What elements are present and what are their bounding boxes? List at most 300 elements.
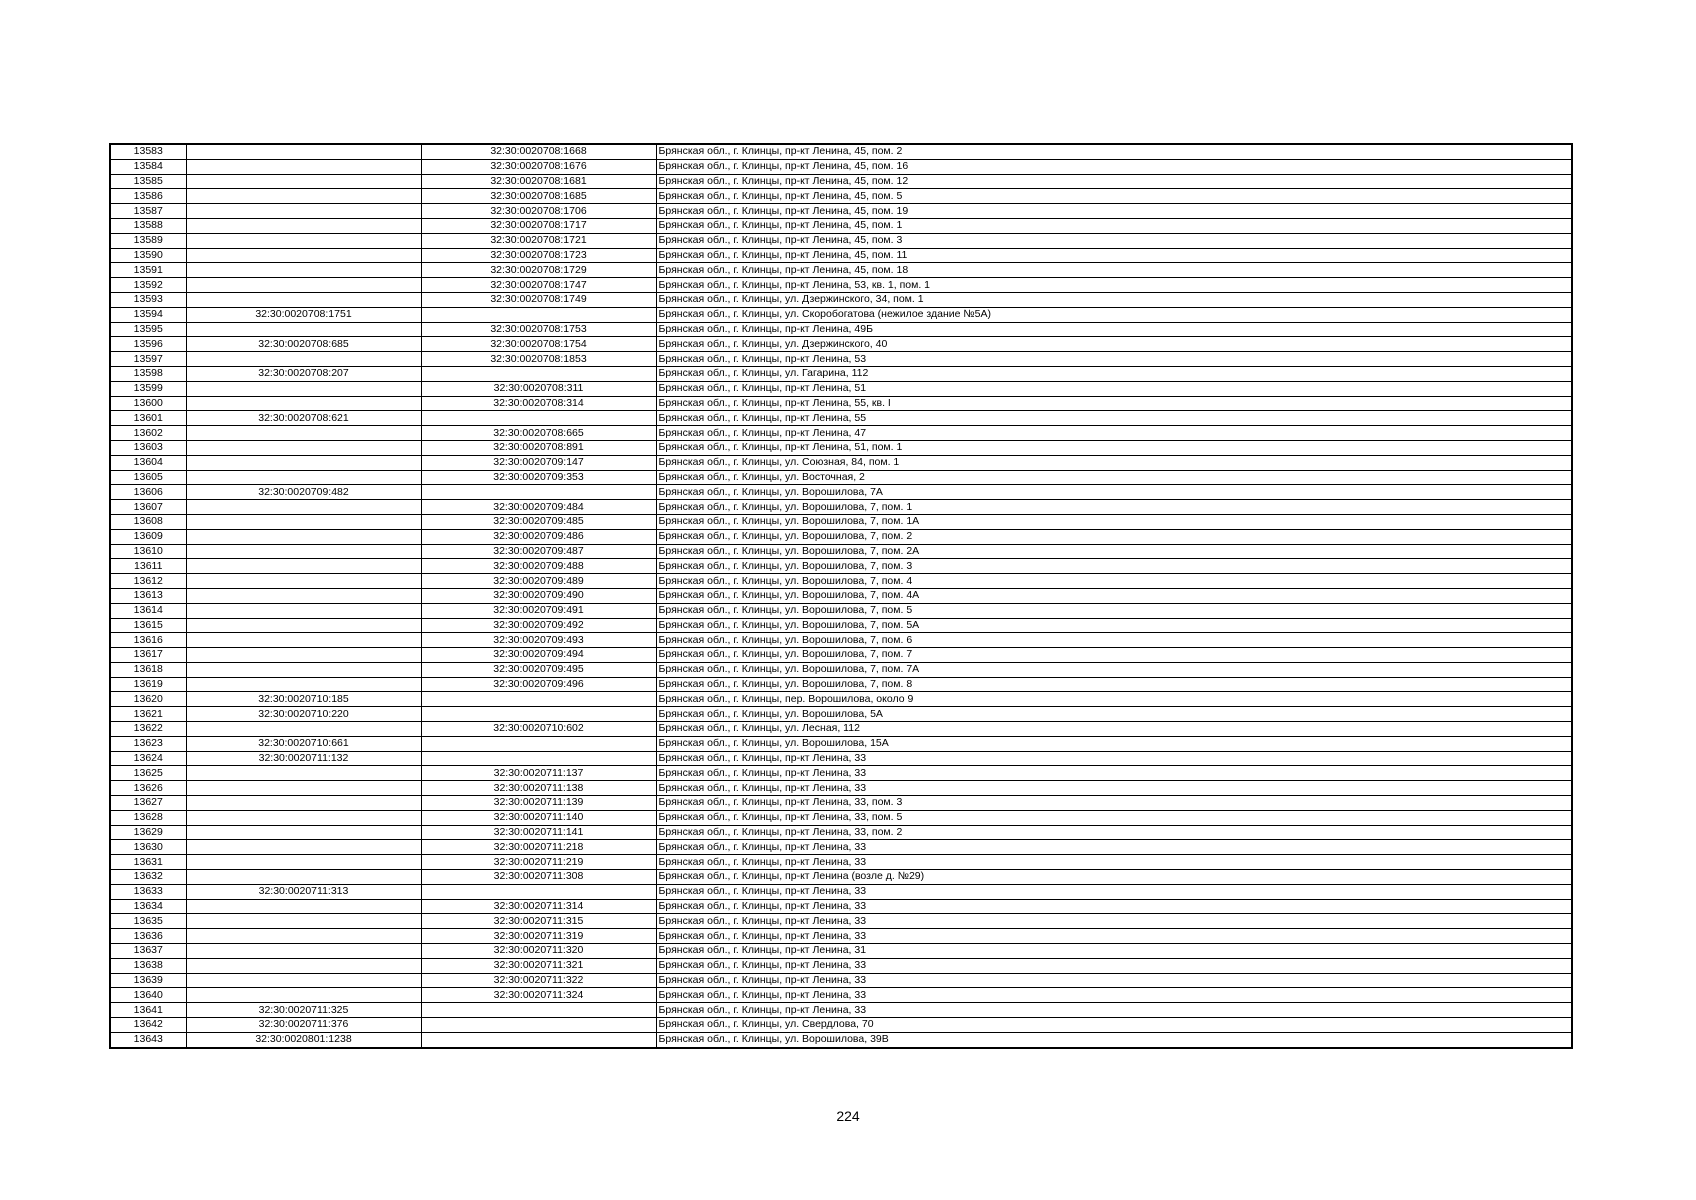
cadastral-number-cell <box>186 988 421 1003</box>
address-cell: Брянская обл., г. Клинцы, пр-кт Ленина, 45, пом. 3 <box>656 233 1572 248</box>
address-cell: Брянская обл., г. Клинцы, ул. Ворошилова, 7, пом. 4А <box>656 588 1572 603</box>
cadastral-number-cell: 32:30:0020710:661 <box>186 736 421 751</box>
cadastral-number-cell <box>186 633 421 648</box>
cadastral-number-cell-2: 32:30:0020711:141 <box>421 825 656 840</box>
row-number-cell: 13598 <box>110 366 186 381</box>
row-number-cell: 13633 <box>110 884 186 899</box>
row-number-cell: 13590 <box>110 248 186 263</box>
row-number-cell: 13608 <box>110 514 186 529</box>
cadastral-number-cell: 32:30:0020711:313 <box>186 884 421 899</box>
row-number-cell: 13620 <box>110 692 186 707</box>
table-row <box>110 944 1572 959</box>
table-row <box>110 929 1572 944</box>
cadastral-number-cell <box>186 426 421 441</box>
address-cell: Брянская обл., г. Клинцы, ул. Дзержинского, 34, пом. 1 <box>656 292 1572 307</box>
cadastral-number-cell <box>186 248 421 263</box>
row-number-cell: 13640 <box>110 988 186 1003</box>
row-number-cell: 13618 <box>110 662 186 677</box>
row-number-cell: 13594 <box>110 307 186 322</box>
cadastral-number-cell-2: 32:30:0020708:1723 <box>421 248 656 263</box>
cadastral-number-cell <box>186 825 421 840</box>
cadastral-number-cell <box>186 500 421 515</box>
table-row <box>110 159 1572 174</box>
row-number-cell: 13600 <box>110 396 186 411</box>
cadastral-number-cell <box>186 159 421 174</box>
table-row <box>110 292 1572 307</box>
cadastral-number-cell-2: 32:30:0020708:1753 <box>421 322 656 337</box>
address-cell: Брянская обл., г. Клинцы, пр-кт Ленина, 45, пом. 12 <box>656 174 1572 189</box>
address-cell: Брянская обл., г. Клинцы, пр-кт Ленина, 53 <box>656 352 1572 367</box>
cadastral-number-cell-2: 32:30:0020709:496 <box>421 677 656 692</box>
cadastral-number-cell-2 <box>421 692 656 707</box>
address-cell: Брянская обл., г. Клинцы, пр-кт Ленина, 31 <box>656 944 1572 959</box>
cadastral-number-cell-2: 32:30:0020709:495 <box>421 662 656 677</box>
address-cell: Брянская обл., г. Клинцы, ул. Ворошилова, 7, пом. 7А <box>656 662 1572 677</box>
address-cell: Брянская обл., г. Клинцы, пр-кт Ленина, 33 <box>656 988 1572 1003</box>
address-cell: Брянская обл., г. Клинцы, ул. Ворошилова, 5А <box>656 707 1572 722</box>
cadastral-number-cell <box>186 322 421 337</box>
cadastral-number-cell: 32:30:0020708:207 <box>186 366 421 381</box>
cadastral-number-cell <box>186 574 421 589</box>
cadastral-number-cell-2 <box>421 411 656 426</box>
cadastral-number-cell-2 <box>421 751 656 766</box>
cadastral-number-cell-2: 32:30:0020710:602 <box>421 722 656 737</box>
cadastral-number-cell <box>186 958 421 973</box>
row-number-cell: 13604 <box>110 455 186 470</box>
row-number-cell: 13621 <box>110 707 186 722</box>
table-row <box>110 988 1572 1003</box>
address-cell: Брянская обл., г. Клинцы, пр-кт Ленина, 33, пом. 3 <box>656 796 1572 811</box>
table-row <box>110 529 1572 544</box>
row-number-cell: 13607 <box>110 500 186 515</box>
row-number-cell: 13617 <box>110 648 186 663</box>
row-number-cell: 13638 <box>110 958 186 973</box>
row-number-cell: 13639 <box>110 973 186 988</box>
address-cell: Брянская обл., г. Клинцы, ул. Лесная, 112 <box>656 722 1572 737</box>
table-row <box>110 810 1572 825</box>
cadastral-number-cell-2: 32:30:0020708:311 <box>421 381 656 396</box>
table-row <box>110 500 1572 515</box>
row-number-cell: 13601 <box>110 411 186 426</box>
cadastral-number-cell: 32:30:0020801:1238 <box>186 1032 421 1047</box>
cadastral-number-cell-2 <box>421 307 656 322</box>
table-row <box>110 884 1572 899</box>
address-cell: Брянская обл., г. Клинцы, ул. Ворошилова, 7, пом. 2 <box>656 529 1572 544</box>
cadastral-number-cell-2: 32:30:0020709:487 <box>421 544 656 559</box>
table-row <box>110 722 1572 737</box>
cadastral-number-cell <box>186 870 421 885</box>
row-number-cell: 13623 <box>110 736 186 751</box>
address-cell: Брянская обл., г. Клинцы, пр-кт Ленина (возле д. №29) <box>656 870 1572 885</box>
row-number-cell: 13584 <box>110 159 186 174</box>
row-number-cell: 13641 <box>110 1003 186 1018</box>
cadastral-number-cell-2 <box>421 1032 656 1047</box>
cadastral-number-cell <box>186 603 421 618</box>
cadastral-number-cell-2: 32:30:0020711:314 <box>421 899 656 914</box>
table-row <box>110 781 1572 796</box>
cadastral-number-cell <box>186 855 421 870</box>
cadastral-number-cell-2: 32:30:0020708:1749 <box>421 292 656 307</box>
address-cell: Брянская обл., г. Клинцы, пер. Ворошилова, около 9 <box>656 692 1572 707</box>
table-row <box>110 337 1572 352</box>
row-number-cell: 13614 <box>110 603 186 618</box>
address-cell: Брянская обл., г. Клинцы, пр-кт Ленина, 33, пом. 2 <box>656 825 1572 840</box>
table-row <box>110 174 1572 189</box>
cadastral-number-cell-2: 32:30:0020709:489 <box>421 574 656 589</box>
address-cell: Брянская обл., г. Клинцы, ул. Ворошилова, 7, пом. 5А <box>656 618 1572 633</box>
row-number-cell: 13596 <box>110 337 186 352</box>
cadastral-number-cell <box>186 588 421 603</box>
address-cell: Брянская обл., г. Клинцы, пр-кт Ленина, 33 <box>656 973 1572 988</box>
address-cell: Брянская обл., г. Клинцы, ул. Ворошилова, 7, пом. 1 <box>656 500 1572 515</box>
cadastral-number-cell <box>186 381 421 396</box>
row-number-cell: 13583 <box>110 144 186 159</box>
cadastral-number-cell: 32:30:0020711:325 <box>186 1003 421 1018</box>
cadastral-number-cell <box>186 263 421 278</box>
address-cell: Брянская обл., г. Клинцы, ул. Скоробогатова (нежилое здание №5А) <box>656 307 1572 322</box>
cadastral-number-cell-2 <box>421 1018 656 1033</box>
address-cell: Брянская обл., г. Клинцы, пр-кт Ленина, 33 <box>656 781 1572 796</box>
cadastral-number-cell <box>186 618 421 633</box>
table-row <box>110 278 1572 293</box>
cadastral-number-cell: 32:30:0020709:482 <box>186 485 421 500</box>
address-cell: Брянская обл., г. Клинцы, ул. Ворошилова, 15А <box>656 736 1572 751</box>
row-number-cell: 13625 <box>110 766 186 781</box>
cadastral-number-cell-2: 32:30:0020708:1721 <box>421 233 656 248</box>
row-number-cell: 13606 <box>110 485 186 500</box>
address-cell: Брянская обл., г. Клинцы, ул. Ворошилова, 7, пом. 4 <box>656 574 1572 589</box>
cadastral-number-cell: 32:30:0020708:621 <box>186 411 421 426</box>
table-row <box>110 958 1572 973</box>
row-number-cell: 13619 <box>110 677 186 692</box>
address-cell: Брянская обл., г. Клинцы, пр-кт Ленина, 33 <box>656 899 1572 914</box>
address-cell: Брянская обл., г. Клинцы, ул. Восточная, 2 <box>656 470 1572 485</box>
address-cell: Брянская обл., г. Клинцы, ул. Ворошилова, 7, пом. 2А <box>656 544 1572 559</box>
cadastral-number-cell-2: 32:30:0020709:147 <box>421 455 656 470</box>
address-cell: Брянская обл., г. Клинцы, пр-кт Ленина, 45, пом. 19 <box>656 204 1572 219</box>
row-number-cell: 13613 <box>110 588 186 603</box>
address-cell: Брянская обл., г. Клинцы, пр-кт Ленина, 47 <box>656 426 1572 441</box>
cadastral-number-cell <box>186 648 421 663</box>
row-number-cell: 13616 <box>110 633 186 648</box>
table-row <box>110 352 1572 367</box>
cadastral-number-cell: 32:30:0020710:185 <box>186 692 421 707</box>
table-row <box>110 218 1572 233</box>
table-row <box>110 233 1572 248</box>
table-row <box>110 248 1572 263</box>
cadastral-number-cell <box>186 529 421 544</box>
address-cell: Брянская обл., г. Клинцы, ул. Дзержинского, 40 <box>656 337 1572 352</box>
cadastral-number-cell <box>186 662 421 677</box>
address-cell: Брянская обл., г. Клинцы, пр-кт Ленина, 45, пом. 1 <box>656 218 1572 233</box>
table-row <box>110 840 1572 855</box>
table-row <box>110 899 1572 914</box>
table-row <box>110 603 1572 618</box>
cadastral-number-cell <box>186 218 421 233</box>
table-row <box>110 574 1572 589</box>
row-number-cell: 13636 <box>110 929 186 944</box>
cadastral-number-cell-2: 32:30:0020709:484 <box>421 500 656 515</box>
table-row <box>110 855 1572 870</box>
cadastral-number-cell-2: 32:30:0020711:139 <box>421 796 656 811</box>
table-row <box>110 455 1572 470</box>
row-number-cell: 13624 <box>110 751 186 766</box>
row-number-cell: 13635 <box>110 914 186 929</box>
table-row <box>110 381 1572 396</box>
cadastral-number-cell <box>186 899 421 914</box>
table-row <box>110 440 1572 455</box>
address-cell: Брянская обл., г. Клинцы, ул. Ворошилова, 7, пом. 5 <box>656 603 1572 618</box>
cadastral-number-cell <box>186 973 421 988</box>
row-number-cell: 13629 <box>110 825 186 840</box>
table-row <box>110 263 1572 278</box>
table-body <box>110 144 1572 1048</box>
address-cell: Брянская обл., г. Клинцы, пр-кт Ленина, 53, кв. 1, пом. 1 <box>656 278 1572 293</box>
row-number-cell: 13587 <box>110 204 186 219</box>
address-cell: Брянская обл., г. Клинцы, пр-кт Ленина, 51, пом. 1 <box>656 440 1572 455</box>
table-row <box>110 470 1572 485</box>
table-row <box>110 189 1572 204</box>
row-number-cell: 13585 <box>110 174 186 189</box>
row-number-cell: 13627 <box>110 796 186 811</box>
row-number-cell: 13588 <box>110 218 186 233</box>
address-cell: Брянская обл., г. Клинцы, ул. Ворошилова, 7А <box>656 485 1572 500</box>
row-number-cell: 13628 <box>110 810 186 825</box>
table-row <box>110 1003 1572 1018</box>
row-number-cell: 13637 <box>110 944 186 959</box>
row-number-cell: 13610 <box>110 544 186 559</box>
address-cell: Брянская обл., г. Клинцы, пр-кт Ленина, 33 <box>656 1003 1572 1018</box>
address-cell: Брянская обл., г. Клинцы, пр-кт Ленина, 33 <box>656 929 1572 944</box>
cadastral-number-cell-2: 32:30:0020711:138 <box>421 781 656 796</box>
table-row <box>110 204 1572 219</box>
address-cell: Брянская обл., г. Клинцы, ул. Ворошилова, 7, пом. 1А <box>656 514 1572 529</box>
address-cell: Брянская обл., г. Клинцы, пр-кт Ленина, 45, пом. 11 <box>656 248 1572 263</box>
table-row <box>110 736 1572 751</box>
cadastral-number-cell <box>186 278 421 293</box>
cadastral-number-cell <box>186 796 421 811</box>
address-cell: Брянская обл., г. Клинцы, пр-кт Ленина, 49Б <box>656 322 1572 337</box>
cadastral-number-cell <box>186 810 421 825</box>
cadastral-number-cell <box>186 233 421 248</box>
cadastral-number-cell <box>186 944 421 959</box>
table-row <box>110 692 1572 707</box>
cadastral-number-cell: 32:30:0020708:685 <box>186 337 421 352</box>
cadastral-number-cell <box>186 174 421 189</box>
cadastral-number-cell: 32:30:0020711:132 <box>186 751 421 766</box>
cadastral-number-cell-2: 32:30:0020711:140 <box>421 810 656 825</box>
row-number-cell: 13599 <box>110 381 186 396</box>
address-cell: Брянская обл., г. Клинцы, ул. Ворошилова, 7, пом. 8 <box>656 677 1572 692</box>
address-cell: Брянская обл., г. Клинцы, пр-кт Ленина, 45, пом. 5 <box>656 189 1572 204</box>
row-number-cell: 13586 <box>110 189 186 204</box>
row-number-cell: 13632 <box>110 870 186 885</box>
cadastral-number-cell <box>186 677 421 692</box>
cadastral-number-cell <box>186 544 421 559</box>
cadastral-number-cell <box>186 766 421 781</box>
row-number-cell: 13634 <box>110 899 186 914</box>
table-row <box>110 662 1572 677</box>
cadastral-number-cell-2: 32:30:0020709:485 <box>421 514 656 529</box>
address-cell: Брянская обл., г. Клинцы, пр-кт Ленина, 55 <box>656 411 1572 426</box>
cadastral-number-cell <box>186 781 421 796</box>
cadastral-number-cell-2: 32:30:0020708:891 <box>421 440 656 455</box>
cadastral-number-cell: 32:30:0020711:376 <box>186 1018 421 1033</box>
row-number-cell: 13642 <box>110 1018 186 1033</box>
address-cell: Брянская обл., г. Клинцы, ул. Ворошилова, 39В <box>656 1032 1572 1047</box>
address-cell: Брянская обл., г. Клинцы, пр-кт Ленина, 33 <box>656 855 1572 870</box>
cadastral-number-cell-2: 32:30:0020711:315 <box>421 914 656 929</box>
cadastral-number-cell <box>186 722 421 737</box>
row-number-cell: 13631 <box>110 855 186 870</box>
cadastral-number-cell-2: 32:30:0020708:1853 <box>421 352 656 367</box>
table-row <box>110 825 1572 840</box>
table-row <box>110 914 1572 929</box>
table-row <box>110 618 1572 633</box>
cadastral-number-cell-2 <box>421 366 656 381</box>
page-number: 224 <box>836 1108 860 1124</box>
table-row <box>110 411 1572 426</box>
cadastral-number-cell <box>186 914 421 929</box>
address-cell: Брянская обл., г. Клинцы, пр-кт Ленина, 33 <box>656 958 1572 973</box>
table-row <box>110 366 1572 381</box>
table-row <box>110 588 1572 603</box>
cadastral-number-cell-2: 32:30:0020708:1676 <box>421 159 656 174</box>
table-row <box>110 707 1572 722</box>
row-number-cell: 13611 <box>110 559 186 574</box>
table-row <box>110 648 1572 663</box>
cadastral-number-cell-2: 32:30:0020711:308 <box>421 870 656 885</box>
address-cell: Брянская обл., г. Клинцы, пр-кт Ленина, 33 <box>656 884 1572 899</box>
cadastral-number-cell-2 <box>421 485 656 500</box>
cadastral-number-cell <box>186 440 421 455</box>
cadastral-number-cell-2: 32:30:0020711:137 <box>421 766 656 781</box>
cadastral-number-cell-2: 32:30:0020708:1685 <box>421 189 656 204</box>
table-row <box>110 514 1572 529</box>
cadastral-number-cell-2: 32:30:0020708:1668 <box>421 144 656 159</box>
row-number-cell: 13643 <box>110 1032 186 1047</box>
cadastral-number-cell-2: 32:30:0020711:322 <box>421 973 656 988</box>
cadastral-number-cell-2: 32:30:0020711:320 <box>421 944 656 959</box>
address-cell: Брянская обл., г. Клинцы, ул. Союзная, 84, пом. 1 <box>656 455 1572 470</box>
address-cell: Брянская обл., г. Клинцы, пр-кт Ленина, 45, пом. 16 <box>656 159 1572 174</box>
cadastral-number-cell-2: 32:30:0020709:493 <box>421 633 656 648</box>
row-number-cell: 13589 <box>110 233 186 248</box>
cadastral-number-cell: 32:30:0020710:220 <box>186 707 421 722</box>
cadastral-number-cell-2 <box>421 1003 656 1018</box>
cadastral-number-cell-2: 32:30:0020711:324 <box>421 988 656 1003</box>
cadastral-number-cell-2 <box>421 736 656 751</box>
cadastral-number-cell <box>186 929 421 944</box>
cadastral-number-cell <box>186 144 421 159</box>
table-row <box>110 796 1572 811</box>
cadastral-number-cell-2: 32:30:0020709:490 <box>421 588 656 603</box>
cadastral-number-cell-2: 32:30:0020711:219 <box>421 855 656 870</box>
row-number-cell: 13605 <box>110 470 186 485</box>
table-row <box>110 559 1572 574</box>
cadastral-number-cell-2: 32:30:0020711:321 <box>421 958 656 973</box>
cadastral-number-cell <box>186 559 421 574</box>
address-cell: Брянская обл., г. Клинцы, ул. Ворошилова, 7, пом. 7 <box>656 648 1572 663</box>
cadastral-number-cell-2: 32:30:0020708:665 <box>421 426 656 441</box>
cadastral-number-cell-2: 32:30:0020709:492 <box>421 618 656 633</box>
address-cell: Брянская обл., г. Клинцы, пр-кт Ленина, 51 <box>656 381 1572 396</box>
cadastral-number-cell-2: 32:30:0020708:1681 <box>421 174 656 189</box>
table-row <box>110 751 1572 766</box>
cadastral-number-cell-2: 32:30:0020711:319 <box>421 929 656 944</box>
cadastral-number-cell-2: 32:30:0020709:494 <box>421 648 656 663</box>
cadastral-number-cell <box>186 352 421 367</box>
table-row <box>110 485 1572 500</box>
row-number-cell: 13602 <box>110 426 186 441</box>
table-row <box>110 396 1572 411</box>
cadastral-number-cell-2: 32:30:0020708:314 <box>421 396 656 411</box>
table-row <box>110 322 1572 337</box>
cadastral-number-cell <box>186 204 421 219</box>
row-number-cell: 13595 <box>110 322 186 337</box>
cadastral-number-cell-2: 32:30:0020708:1706 <box>421 204 656 219</box>
address-cell: Брянская обл., г. Клинцы, пр-кт Ленина, 55, кв. I <box>656 396 1572 411</box>
address-cell: Брянская обл., г. Клинцы, пр-кт Ленина, 33, пом. 5 <box>656 810 1572 825</box>
address-cell: Брянская обл., г. Клинцы, пр-кт Ленина, 33 <box>656 766 1572 781</box>
cadastral-number-cell-2 <box>421 884 656 899</box>
table-row <box>110 973 1572 988</box>
cadastral-number-cell-2: 32:30:0020709:491 <box>421 603 656 618</box>
cadastral-number-cell-2: 32:30:0020708:1729 <box>421 263 656 278</box>
row-number-cell: 13603 <box>110 440 186 455</box>
row-number-cell: 13597 <box>110 352 186 367</box>
table-row <box>110 870 1572 885</box>
table-row <box>110 1032 1572 1047</box>
address-cell: Брянская обл., г. Клинцы, ул. Ворошилова, 7, пом. 3 <box>656 559 1572 574</box>
row-number-cell: 13622 <box>110 722 186 737</box>
table-row <box>110 544 1572 559</box>
cadastral-number-cell <box>186 514 421 529</box>
address-cell: Брянская обл., г. Клинцы, пр-кт Ленина, 33 <box>656 914 1572 929</box>
cadastral-number-cell: 32:30:0020708:1751 <box>186 307 421 322</box>
row-number-cell: 13593 <box>110 292 186 307</box>
row-number-cell: 13592 <box>110 278 186 293</box>
property-table <box>109 143 1573 1049</box>
address-cell: Брянская обл., г. Клинцы, пр-кт Ленина, 45, пом. 2 <box>656 144 1572 159</box>
cadastral-number-cell <box>186 396 421 411</box>
cadastral-number-cell <box>186 292 421 307</box>
row-number-cell: 13609 <box>110 529 186 544</box>
cadastral-number-cell-2: 32:30:0020708:1747 <box>421 278 656 293</box>
table-row <box>110 633 1572 648</box>
table-row <box>110 677 1572 692</box>
cadastral-number-cell <box>186 455 421 470</box>
address-cell: Брянская обл., г. Клинцы, пр-кт Ленина, 33 <box>656 840 1572 855</box>
cadastral-number-cell-2: 32:30:0020709:353 <box>421 470 656 485</box>
table-row <box>110 766 1572 781</box>
row-number-cell: 13626 <box>110 781 186 796</box>
row-number-cell: 13615 <box>110 618 186 633</box>
address-cell: Брянская обл., г. Клинцы, пр-кт Ленина, 45, пом. 18 <box>656 263 1572 278</box>
address-cell: Брянская обл., г. Клинцы, ул. Свердлова, 70 <box>656 1018 1572 1033</box>
address-cell: Брянская обл., г. Клинцы, ул. Гагарина, 112 <box>656 366 1572 381</box>
cadastral-number-cell-2: 32:30:0020709:488 <box>421 559 656 574</box>
address-cell: Брянская обл., г. Клинцы, пр-кт Ленина, 33 <box>656 751 1572 766</box>
table-row <box>110 307 1572 322</box>
row-number-cell: 13591 <box>110 263 186 278</box>
row-number-cell: 13612 <box>110 574 186 589</box>
table-row <box>110 1018 1572 1033</box>
cadastral-number-cell <box>186 470 421 485</box>
row-number-cell: 13630 <box>110 840 186 855</box>
table-row <box>110 426 1572 441</box>
address-cell: Брянская обл., г. Клинцы, ул. Ворошилова, 7, пом. 6 <box>656 633 1572 648</box>
